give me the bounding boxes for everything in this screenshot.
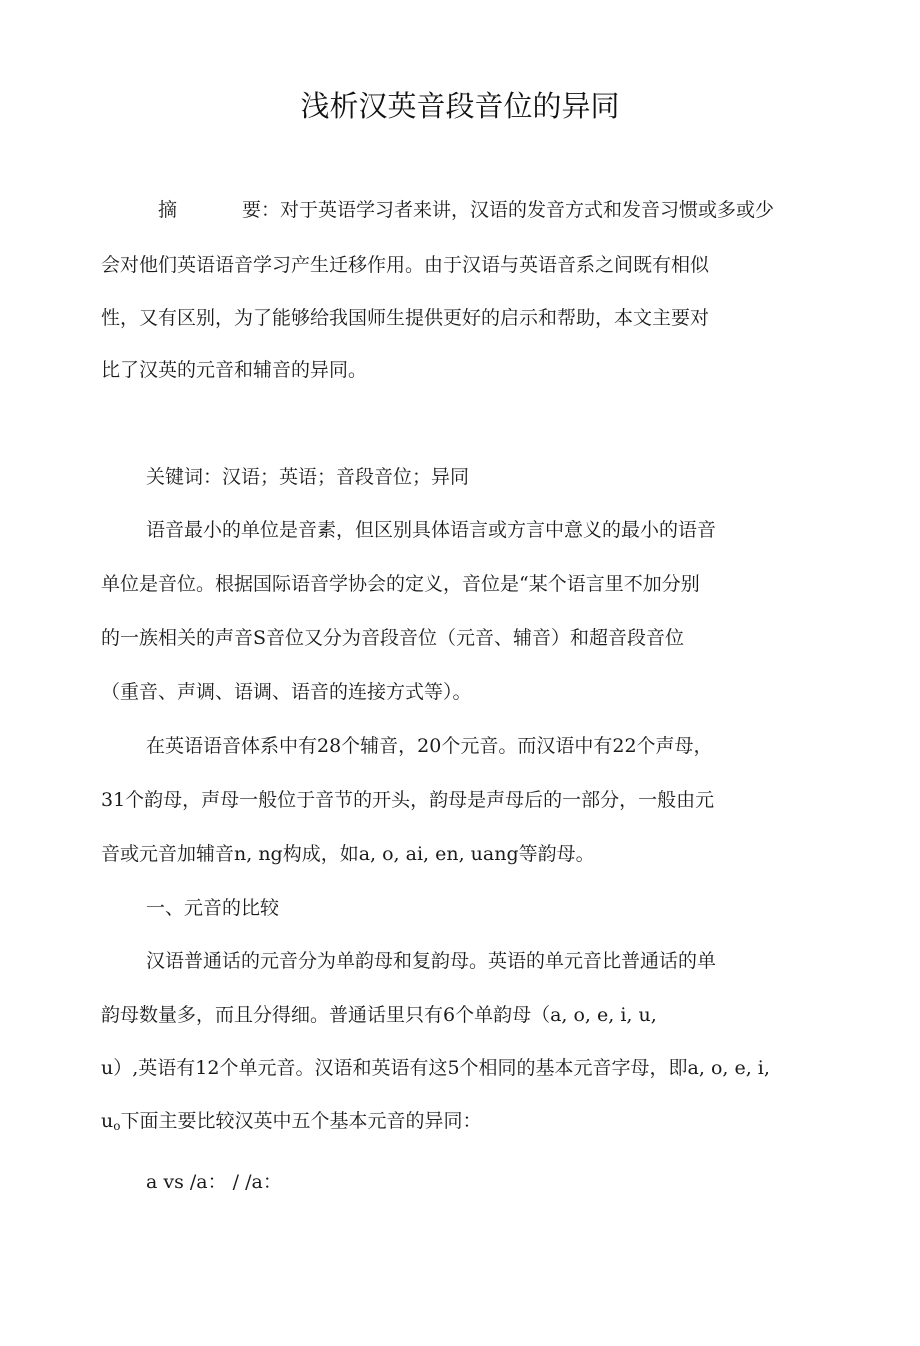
- u-letter: u: [101, 1110, 114, 1132]
- paragraph-2-line-1: 在英语语音体系中有28个辅音，20个元音。而汉语中有22个声母，: [146, 735, 713, 757]
- o-subscript: o: [113, 1119, 121, 1133]
- paragraph-3-line-2: 韵母数量多，而且分得细。普通话里只有6个单韵母（a, o, e, i, u,: [101, 1004, 657, 1026]
- document-title: 浅析汉英音段音位的异同: [300, 89, 620, 123]
- paragraph-2-line-2: 31个韵母，声母一般位于音节的开头，韵母是声母后的一部分，一般由元: [101, 789, 715, 811]
- keywords: 关键词：汉语；英语；音段音位；异同: [146, 466, 470, 488]
- abstract-line-1: [158, 198, 774, 222]
- paragraph-1-line-1: 语音最小的单位是音素，但区别具体语言或方言中意义的最小的语音: [146, 519, 717, 541]
- abstract-line-4: 比了汉英的元音和辅音的异同。: [101, 359, 368, 381]
- abstract-text: ：对于英语学习者来讲，汉语的发音方式和发音习惯或多或少: [261, 199, 775, 221]
- abstract-line-2: 会对他们英语语音学习产生迁移作用。由于汉语与英语音系之间既有相似: [101, 254, 710, 276]
- vowel-comparison-heading: a vs /a： / /a：: [146, 1171, 282, 1193]
- paragraph-2-line-3: 音或元音加辅音n, ng构成，如a, o, ai, en, uang等韵母。: [101, 843, 595, 865]
- abstract-label-char-1: 摘: [158, 199, 178, 221]
- paragraph-3-line-4: [101, 1109, 482, 1138]
- abstract-label-char-2: 要: [242, 199, 262, 221]
- section-1-heading: 一、元音的比较: [146, 897, 280, 919]
- paragraph-3-line-1: 汉语普通话的元音分为单韵母和复韵母。英语的单元音比普通话的单: [146, 950, 717, 972]
- paragraph-3-line-4-text: 下面主要比较汉英中五个基本元音的异同：: [120, 1110, 482, 1132]
- paragraph-3-line-3: u）,英语有12个单元音。汉语和英语有这5个相同的基本元音字母，即a, o, e, i,: [101, 1057, 770, 1079]
- paragraph-1-line-4: （重音、声调、语调、语音的连接方式等）。: [101, 681, 472, 703]
- paragraph-1-line-3: 的一族相关的声音S音位又分为音段音位（元音、辅音）和超音段音位: [101, 627, 685, 649]
- paragraph-1-line-2: 单位是音位。根据国际语音学协会的定义，音位是“某个语言里不加分别: [101, 573, 700, 595]
- abstract-line-3: 性，又有区别，为了能够给我国师生提供更好的启示和帮助，本文主要对: [101, 307, 710, 329]
